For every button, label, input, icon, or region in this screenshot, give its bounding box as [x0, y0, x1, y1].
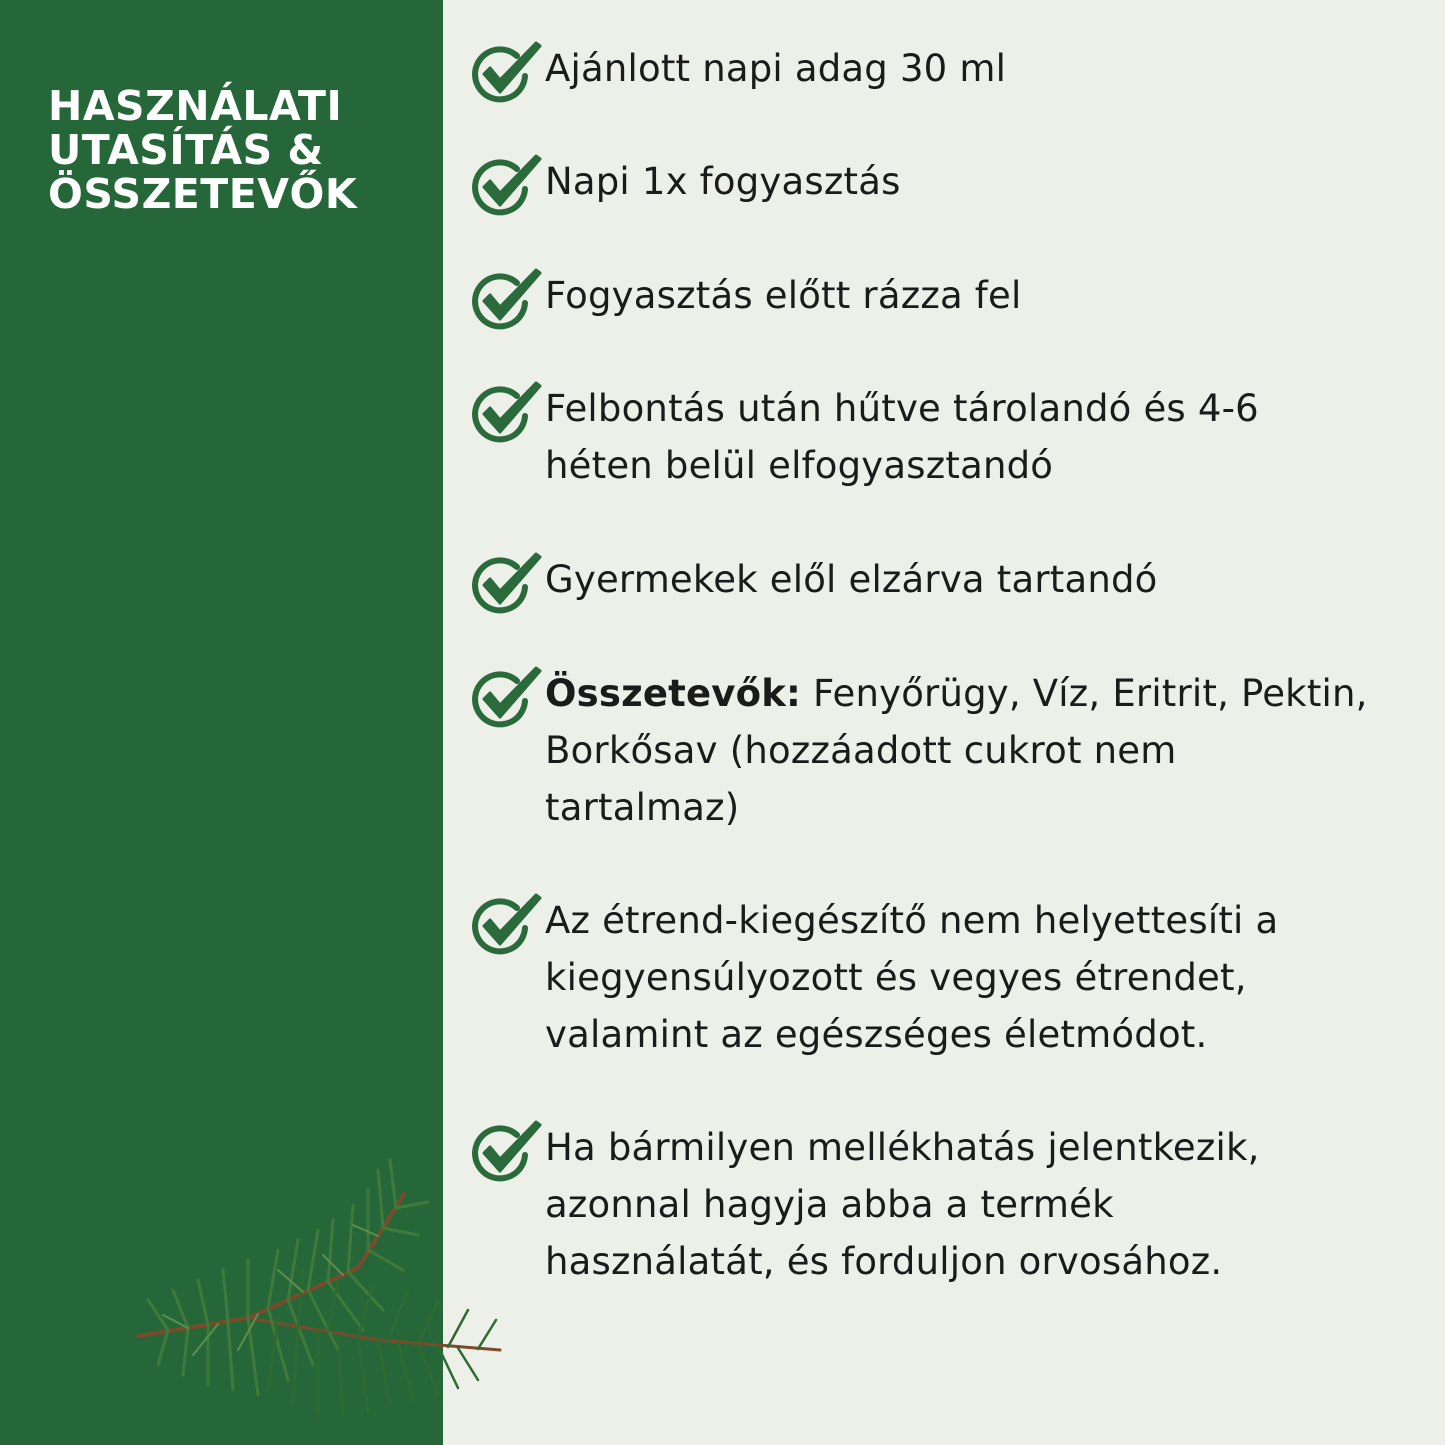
item-text	[545, 892, 1410, 1063]
item-text: Gyermekek elől elzárva tartandó	[545, 558, 1158, 601]
item-text	[545, 665, 1410, 836]
item-text-line: azonnal hagyja abba a termék	[545, 1183, 1114, 1226]
item-text	[545, 1119, 1410, 1290]
item-text: Fogyasztás előtt rázza fel	[545, 274, 1022, 317]
list-item	[470, 267, 1410, 324]
item-text-line: tartalmaz)	[545, 786, 740, 829]
check-circle-icon	[470, 267, 544, 333]
item-text: Napi 1x fogyasztás	[545, 160, 901, 203]
item-text	[545, 380, 1410, 494]
item-text-line: héten belül elfogyasztandó	[545, 444, 1054, 487]
ingredients-label: Összetevők:	[545, 672, 802, 715]
item-text-line: kiegyensúlyozott és vegyes étrendet,	[545, 956, 1247, 999]
check-circle-icon	[470, 40, 544, 106]
list-item	[470, 665, 1410, 836]
check-circle-icon	[470, 665, 544, 731]
item-text-line: valamint az egészséges életmódot.	[545, 1013, 1208, 1056]
list-item	[470, 551, 1410, 608]
item-text-line	[545, 665, 1410, 722]
title-line-1: HASZNÁLATI	[48, 82, 343, 130]
item-text-line: Borkősav (hozzáadott cukrot nem	[545, 729, 1177, 772]
item-text-line: Ha bármilyen mellékhatás jelentkezik,	[545, 1126, 1260, 1169]
list-item	[470, 1119, 1410, 1290]
item-text-line: Felbontás után hűtve tárolandó és 4-6	[545, 387, 1259, 430]
item-text-line: Az étrend-kiegészítő nem helyettesíti a	[545, 899, 1279, 942]
check-circle-icon	[470, 892, 544, 958]
check-circle-icon	[470, 551, 544, 617]
check-circle-icon	[470, 380, 544, 446]
ingredients-text: Fenyőrügy, Víz, Eritrit, Pektin,	[801, 672, 1368, 715]
list-item	[470, 153, 1410, 210]
check-circle-icon	[470, 1119, 544, 1185]
page-title	[48, 84, 428, 216]
check-circle-icon	[470, 153, 544, 219]
list-item	[470, 40, 1410, 97]
list-item	[470, 380, 1410, 494]
item-text-line: használatát, és forduljon orvosához.	[545, 1240, 1223, 1283]
pine-branch-image	[128, 1150, 508, 1430]
title-line-3: ÖSSZETEVŐK	[48, 170, 358, 218]
item-text: Ajánlott napi adag 30 ml	[545, 47, 1007, 90]
list-item	[470, 892, 1410, 1063]
title-line-2: UTASÍTÁS &	[48, 126, 324, 174]
